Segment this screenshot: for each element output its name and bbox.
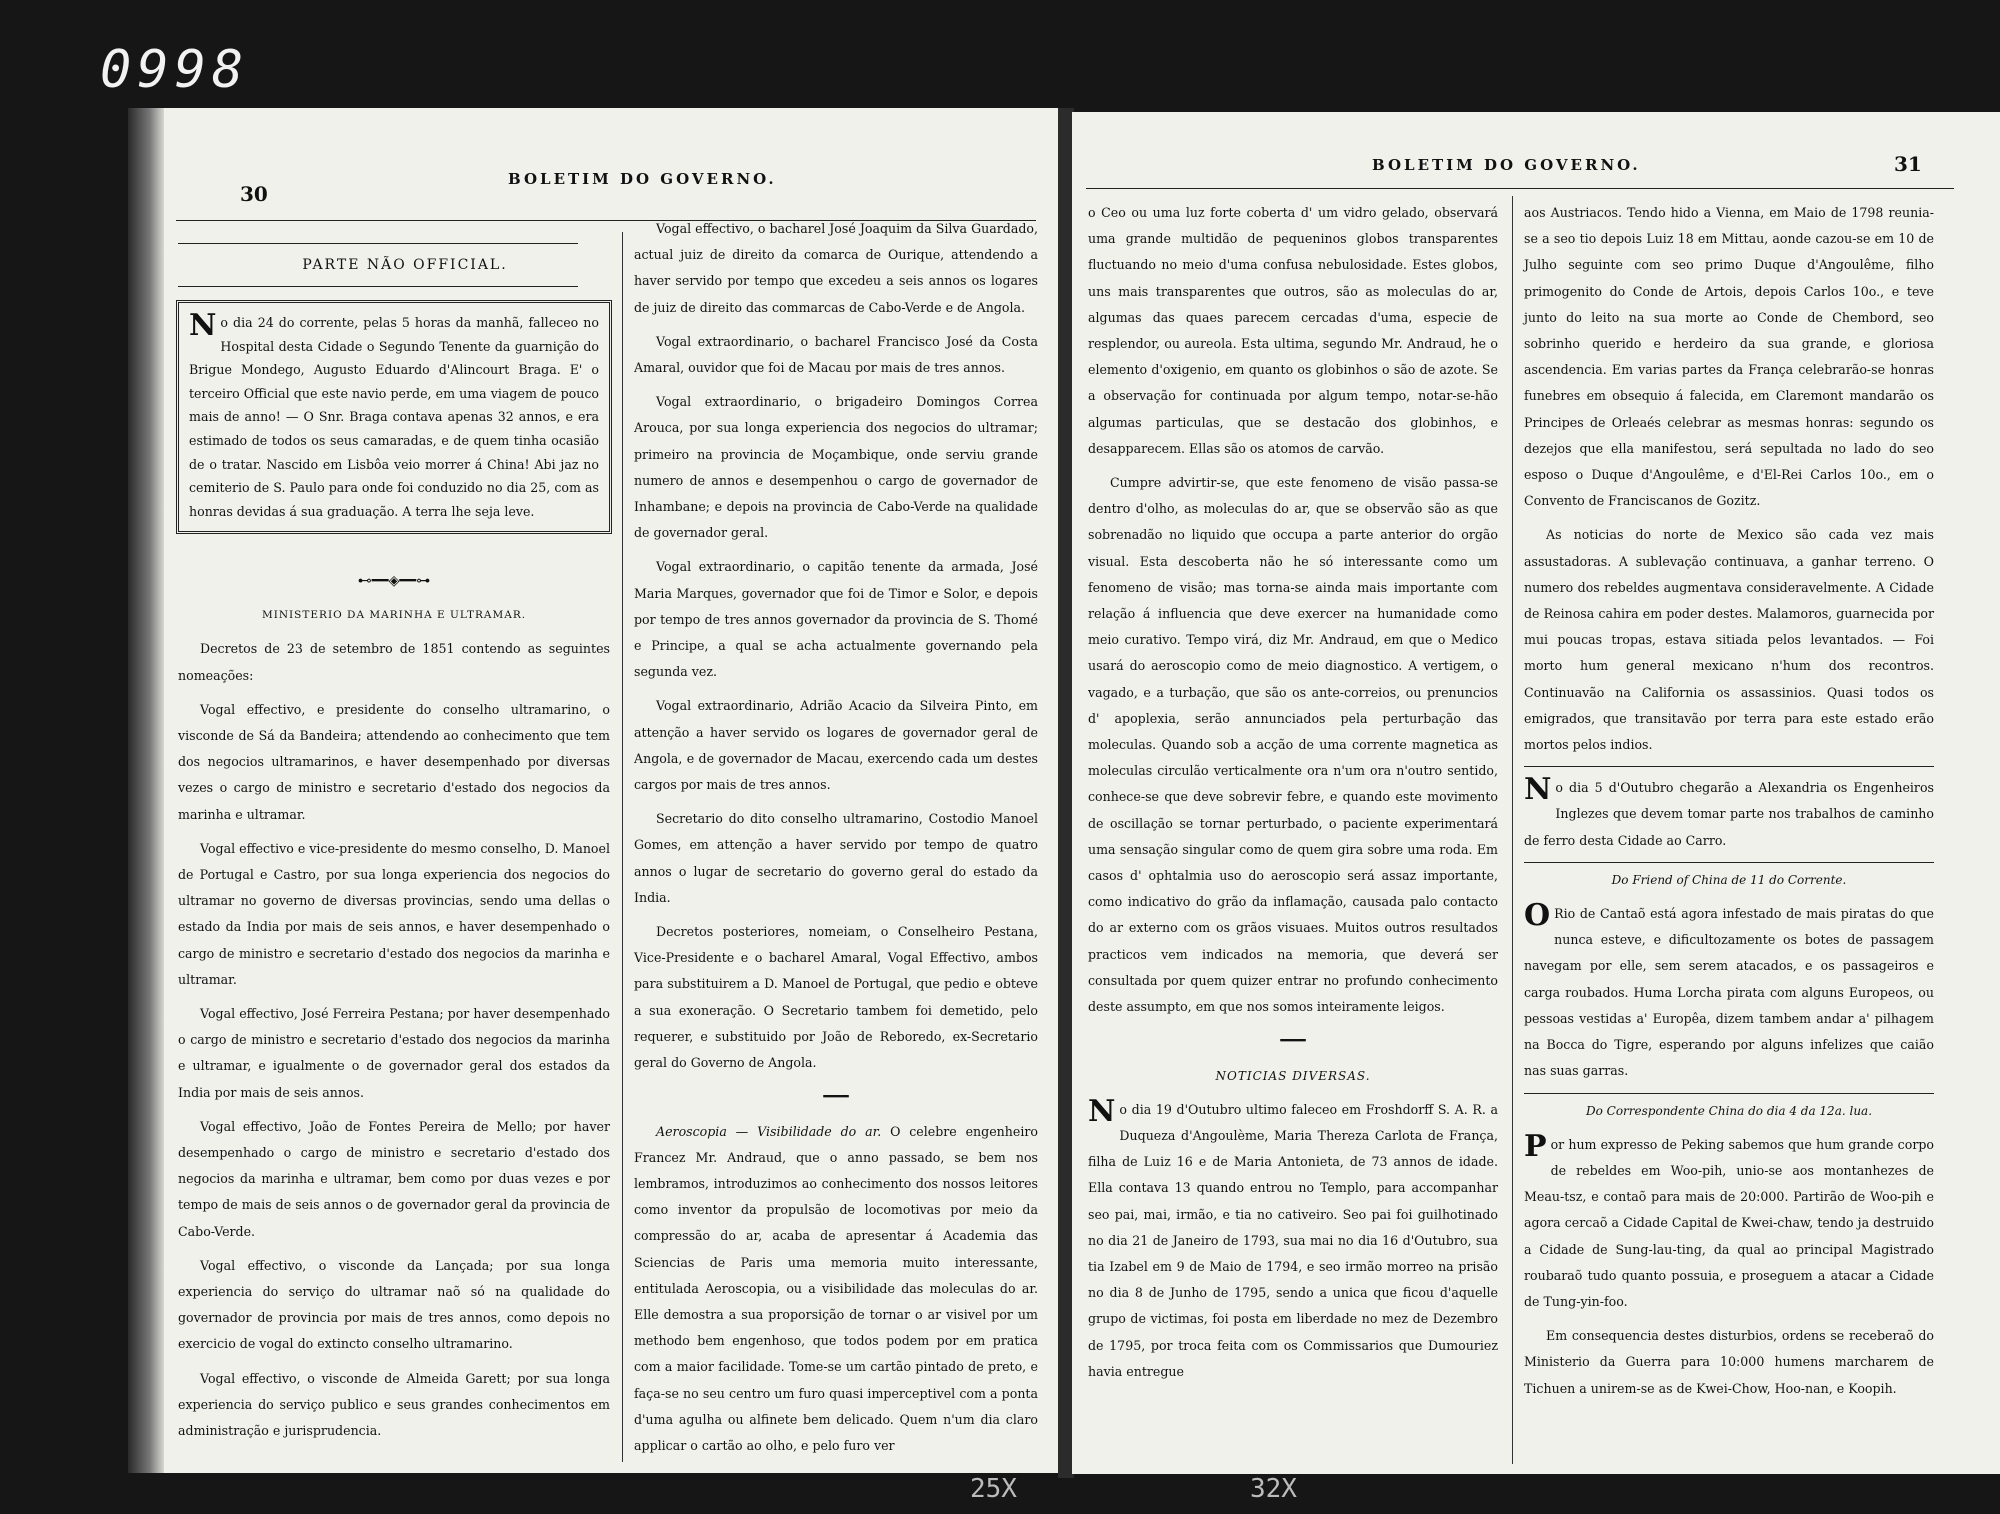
notice-text: o dia 19 d'Outubro ultimo faleceo em Froshdorff S. A. R. a Duqueza d'Angoulème, Maria Thereza Carlota de França, filha de Luiz 16 e de Maria Antonieta, de 73 annos de idade. Ella contava 13 quando entrou no Templo, para accompanhar seo pai, mai, irmão, e tia no cativeiro. Seo pai foi guilhotinado no dia 21 de Janeiro de 1793, sua mai no dia 16 d'Outubro, sua tia Izabel em 9 de Maio de 1794, e seo irmão morreo na prisão no dia 8 de Junho de 1795, sendo a unica que ficou d'aquelle grupo de victimas, foi posta em liberdade no mez de Dezembro de 1795, por troca feita com os Commissarios que Dumouriez havia entregue [1088,1101,1498,1379]
paragraph: aos Austriacos. Tendo hido a Vienna, em Maio de 1798 reunia-se a seo tio depois Luiz 18 em Mittau, aonde cazou-se em 10 de Julho seguinte com seo primo Duque d'Angoulême, filho primogenito do Conde de Artois, depois Carlos 10o., e teve junto do leito na sua morte ao Conde de Chembord, seo sobrinho querido e herdeiro da sua grande, e gloriosa ascendencia. Em varias partes da França celebrarão-se honras funebres em obsequio á falecida, em Claremont mandarão os Principes de Orleaés celebrar as mesmas honras: segundo os dezejos que ella manifestou, será sepultada no lado do seo esposo o Duque d'Angoulême, e d'El-Rei Carlos 10o., em o Convento de Franciscanos de Gozitz. [1524,205,1934,509]
paragraph: Vogal effectivo, e presidente do conselho ultramarino, o visconde de Sá da Bandeira; attendendo ao conhecimento que tem dos negocios ultramarinos, e haver desempenhado por diversas vezes o cargo de ministro e secretario d'estado dos negocios da marinha e ultramar. [178,701,610,822]
left-col-1 [178,233,610,287]
duqueza-notice [1088,1093,1498,1385]
notice-text: o dia 5 d'Outubro chegarão a Alexandria os Engenheiros Inglezes que devem tomar parte nos trabalhos de caminho de ferro desta Cidade ao Carro. [1524,780,1934,848]
paragraph: Vogal effectivo, José Ferreira Pestana; por haver desempenhado o cargo de ministro e secretario d'estado dos negocios da marinha e ultramar, e igualmente o de governador geral dos estados da India por mais de seis annos. [178,1006,610,1100]
right-col-2 [1524,200,1934,1410]
cantao-notice [1524,898,1934,1084]
aeroscopia-article [634,1119,1038,1460]
section-title-parte: PARTE NÃO OFFICIAL. [302,257,508,273]
short-divider: ━━━ [823,1089,849,1106]
dropcap-p: P [1524,1128,1547,1164]
left-col-2 [634,216,1038,1467]
ornament-divider: ⊷━━◈━━⊶ [357,573,431,589]
source-correspondente: Do Correspondente China do dia 4 da 12a. lua. [1585,1103,1873,1118]
source-friend-of-china: Do Friend of China de 11 do Corrente. [1611,872,1847,887]
paragraph: Vogal effectivo, o bacharel José Joaquim da Silva Guardado, actual juiz de direito da comarca de Ourique, attendendo a haver servido por tempo que excedeu a seis annos os logares de juiz de direito das commarcas de Cabo-Verde e de Angola. [634,221,1038,315]
dropcap-n: N [189,308,217,343]
section-rule-bottom [178,286,578,287]
notice-text: or hum expresso de Peking sabemos que hum grande corpo de rebeldes em Woo-pih, unio-se aos montanhezes de Meau-tsz, e contaõ para mais de 20:000. Partirão de Woo-pih e agora cercaõ a Cidade Capital de Kwei-chaw, tendo ja destruido a Cidade de Sung-lau-ting, da qual ao principal Magistrado roubaraõ tudo quanto possuia, e proseguem a atacar a Cidade de Tung-yin-foo. [1524,1136,1934,1309]
page-header-left: BOLETIM DO GOVERNO. [508,170,777,188]
right-page [1072,112,2000,1474]
paragraph: Em consequencia destes disturbios, ordens se receberaõ do Ministerio da Guerra para 10:000 humens marcharem de Tichuen a unirem-se as de Kwei-Chow, Hoo-nan, e Koopih. [1524,1328,1934,1396]
paragraph: Vogal extraordinario, o brigadeiro Domingos Correa Arouca, por sua longa experiencia dos negocios do ultramar; primeiro na provincia de Moçambique, onde serviu grande numero de annos e desempenhou o cargo de governador de Inhambane; e depois na provincia de Cabo-Verde na qualidade de governador geral. [634,394,1038,541]
dropcap-n: N [1088,1093,1116,1129]
divider-rule [1524,766,1934,767]
divider-rule [1524,1093,1934,1094]
notice-text: Rio de Cantaõ está agora infestado de mais piratas do que nunca esteve, e dificultozamente os botes de passagem navegam por elle, sem serem atacados, e os passageiros e carga roubados. Huma Lorcha pirata com alguns Europeos, ou pessoas vestidas a' Europêa, dizem tambem andar a' pilhagem na Bocca do Tigre, esperando por alguns infelizes que caião nas suas garras. [1524,906,1934,1079]
ministry-heading: MINISTERIO DA MARINHA E ULTRAMAR. [261,609,527,622]
alexandria-notice [1524,772,1934,854]
paragraph: Vogal effectivo, o visconde da Lançada; por sua longa experiencia do serviço do ultramar naõ só na qualidade do governador de provincia por mais de tres annos, como depois no exercicio de vogal do extincto conselho ultramarino. [178,1257,610,1352]
footer-mark-2: 32X [1250,1474,1297,1504]
dropcap-o: O [1524,898,1551,934]
page-header-right: BOLETIM DO GOVERNO. [1372,156,1641,174]
divider-rule [1524,862,1934,863]
section-rule-top [178,243,578,244]
obituary-box [176,300,612,534]
header-rule-right [1086,188,1954,189]
paragraph: Decretos de 23 de setembro de 1851 contendo as seguintes nomeações: [178,641,610,683]
paragraph: o Ceo ou uma luz forte coberta d' um vidro gelado, observará uma grande multidão de pequeninos globos transparentes fluctuando no meio d'uma confusa nebulosidade. Estes globos, uns mais transparentes que outros, são as moleculas do ar, algumas das quaes parecem cercadas d'uma, especie de resplendor, ou aureola. Esta ultima, segundo Mr. Andraud, he o elemento d'oxigenio, em quanto os globinhos o são de azote. Se a observação for continuada por algum tempo, notar-se-hão algumas particulas, que se destacão dos globinhos, e desapparecem. Ellas são os atomos de carvão. [1088,205,1498,456]
paragraph: Vogal extraordinario, o bacharel Francisco José da Costa Amaral, ouvidor que foi de Macau por mais de tres annos. [634,333,1038,376]
column-divider-right [1512,196,1513,1464]
paragraph: Vogal effectivo, o visconde de Almeida Garett; por sua longa experiencia do serviço publico e seus grandes conhecimentos em administração e jurisprudencia. [178,1370,610,1439]
paragraph: Vogal extraordinario, Adrião Acacio da Silveira Pinto, em attenção a haver servido os logares de governador geral de Angola, e de governador de Macau, exercendo cada um destes cargos por mais de tres annos. [634,698,1038,793]
article-title: Aeroscopia — Visibilidade do ar. [656,1123,882,1139]
page-number-left: 30 [240,182,268,206]
article-text: O celebre engenheiro Francez Mr. Andraud, que o anno passado, se bem nos lembramos, introduzimos ao conhecimento dos nossos leitores como inventor da propulsão de locomotivas por meio da compressão do ar, acaba de apresentar á Academia das Sciencias de Paris uma memoria muito interessante, entitulada Aeroscopia, ou a visibilidade das moleculas do ar. Elle demostra a sua proporsição de tornar o ar visivel por um methodo bem engenhoso, que todos podem por em pratica com a maior facilidade. Tome-se um cartão pintado de preto, e faça-se no seu centro um furo quasi imperceptivel com a ponta d'uma agulha ou alfinete bem delicado. Quem n'um dia claro applicar o cartão ao olho, e pelo furo ver [634,1123,1038,1453]
left-page [128,108,1060,1473]
paragraph: Vogal effectivo, João de Fontes Pereira de Mello; por haver desempenhado o cargo de ministro e secretario d'estado dos negocios da marinha e ultramar, bem como por duas vezes e por tempo de mais de seis annos o de governador geral da provincia de Cabo-Verde. [178,1118,610,1239]
footer-mark-1: 25X [970,1474,1017,1504]
peking-notice [1524,1128,1934,1315]
column-divider [622,232,623,1462]
paragraph: Vogal extraordinario, o capitão tenente da armada, José Maria Marques, governador que foi de Timor e Solor, e depois por tempo de tres annos governador da provincia de S. Thomé e Principe, a qual se acha actualmente governando pela segunda vez. [634,559,1038,680]
left-col-1-body [178,568,610,1452]
paragraph: Decretos posteriores, nomeiam, o Conselheiro Pestana, Vice-Presidente e o bacharel Amaral, Vogal Effectivo, ambos para substituirem a D. Manoel de Portugal, que pedio e obteve a sua exoneração. O Secretario tambem foi demetido, pelo requerer, e substituido por João de Reboredo, ex-Secretario geral do Governo de Angola. [634,924,1038,1071]
dropcap-n: N [1524,772,1552,808]
paragraph: Vogal effectivo e vice-presidente do mesmo conselho, D. Manoel de Portugal e Castro, por sua longa experiencia dos negocios do ultramar no governo de diversas provincias, sendo uma dellas o estado da India por mais de seis annos, e haver desempenhado o cargo de ministro e secretario d'estado dos negocios da marinha e ultramar. [178,840,610,987]
short-divider: ━━━ [1280,1033,1306,1050]
right-col-1 [1088,200,1498,1393]
obituary-text: o dia 24 do corrente, pelas 5 horas da manhã, falleceo no Hospital desta Cidade o Segundo Tenente da guarnição do Brigue Mondego, Augusto Eduardo d'Alincourt Braga. E' o terceiro Official que este navio perde, em uma viagem de pouco mais de anno! — O Snr. Braga contava apenas 32 annos, e era estimado de todos os seus camaradas, e de quem tinha ocasião de o tratar. Nascido em Lisbôa veio morrer á China! Abi jaz no cemiterio de S. Paulo para onde foi conduzido no dia 25, com as honras devidas á sua graduação. A terra lhe seja leve. [189,315,599,519]
paragraph: Cumpre advirtir-se, que este fenomeno de visão passa-se dentro d'olho, as moleculas do ar, que se observão são as que sobrenadão no liquido que occupa a parte anterior do orgão visual. Esta descoberta não he só interessante como um fenomeno de visão; mas torna-se ainda mais importante com relação á influencia que deve exercer na humanidade como meio curativo. Tempo virá, diz Mr. Andraud, em que o Medico usará do aeroscopio como de meio diagnostico. A vertigem, o vagado, e a turbação, que são os ante-correios, ou prenuncios d' apoplexia, serão annunciados pela perturbação das moleculas. Quando sob a acção de uma corrente magnetica as moleculas circulão verticalmente ora n'um ora n'outro sentido, conhece-se que deve sobrevir febre, e quando este movimento de oscillação se tornar perturbado, o paciente experimentará uma sensação singular como de quem gira sobre uma roda. Em casos d' ophtalmia uso do aeroscopio será assaz importante, como indicativo do grão da inflamação, causada palo contacto do ar externo com os grãos visuaes. Muitos outros resultados practicos vem indicados na memoria, que deverá ser consultada por quem quizer entrar no profundo conhecimento deste assumpto, em que nos somos inteiramente leigos. [1088,475,1498,1015]
binding-shadow [128,108,164,1473]
section-noticias: NOTICIAS DIVERSAS. [1215,1068,1371,1083]
frame-number: 0998 [100,40,250,100]
paragraph: As noticias do norte de Mexico são cada vez mais assustadoras. A sublevação continuava, a ganhar terreno. O numero dos rebeldes augmentava consideravelmente. A Cidade de Reinosa cahira em poder destes. Malamoros, guarnecida por mui poucas tropas, estava sitiada pelos levantados. — Foi morto hum general mexicano n'hum dos recontros. Continuavão na California os assassinios. Quasi todos os emigrados, que transitavão por terra para este estado erão mortos pelos indios. [1524,527,1934,753]
page-number-right: 31 [1894,152,1922,176]
paragraph: Secretario do dito conselho ultramarino, Costodio Manoel Gomes, em attenção a haver servido por tempo de quatro annos o lugar de secretario do governo geral do estado da India. [634,811,1038,905]
